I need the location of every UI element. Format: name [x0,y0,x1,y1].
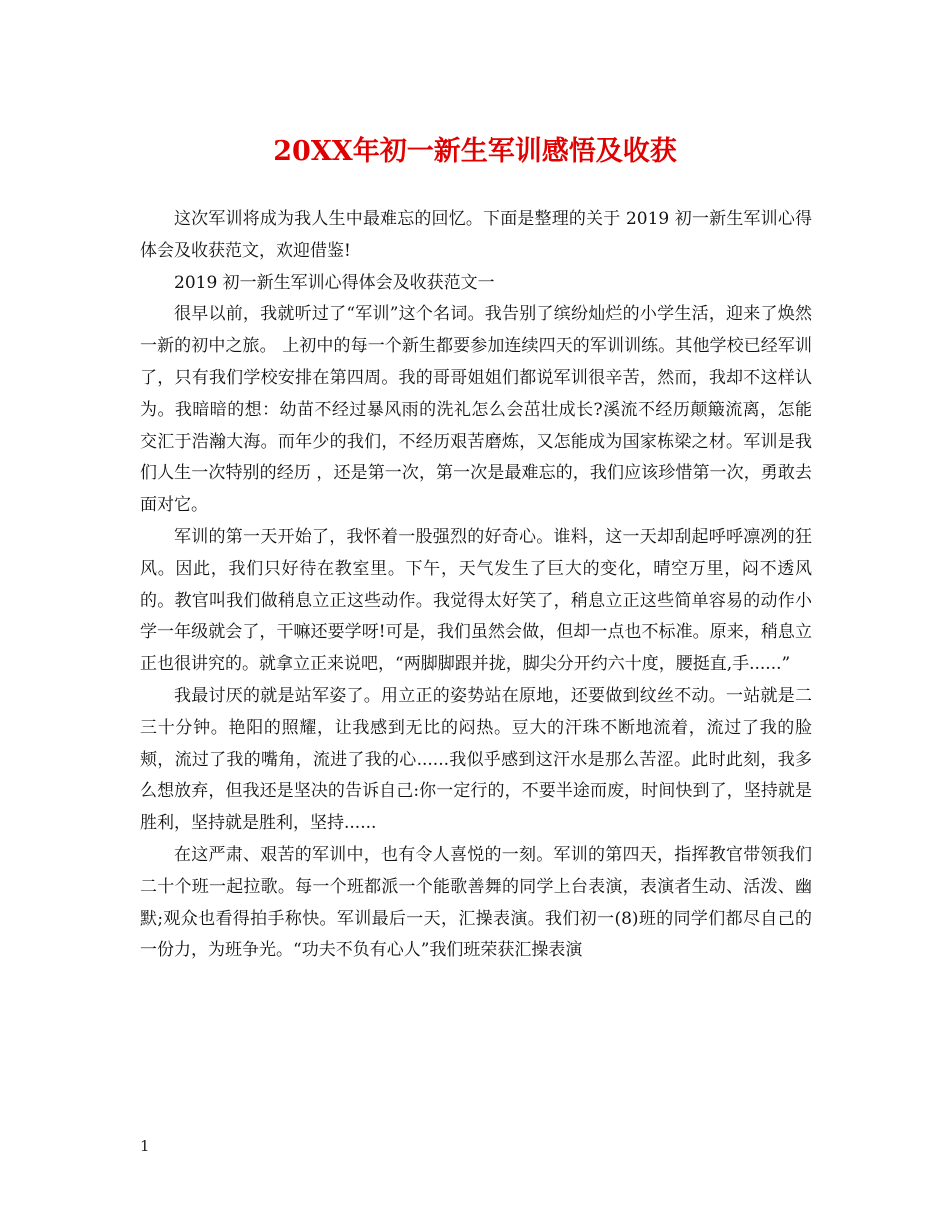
paragraph: 很早以前，我就听过了“军训”这个名词。我告别了缤纷灿烂的小学生活，迎来了焕然一新的初中之旅。 上初中的每一个新生都要参加连续四天的军训训练。其他学校已经军训了，只有我们学校安排在第四周。我的哥哥姐姐们都说军训很辛苦，然而，我却不这样认为。我暗暗的想：幼苗不经过暴风雨的洗礼怎么会茁壮成长?溪流不经历颠簸流离，怎能交汇于浩瀚大海。而年少的我们，不经历艰苦磨炼，又怎能成为国家栋梁之材。军训是我们人生一次特别的经历 ，还是第一次，第一次是最难忘的，我们应该珍惜第一次，勇敢去面对它。 [140,304,812,516]
document-title: 20XX年初一新生军训感悟及收获 [273,136,677,167]
document-body [140,204,812,967]
paragraph: 在这严肃、艰苦的军训中，也有令人喜悦的一刻。军训的第四天，指挥教官带领我们二十个班一起拉歌。每一个班都派一个能歌善舞的同学上台表演，表演者生动、活泼、幽默;观众也看得拍手称快。军训最后一天，汇操表演。我们初一(8)班的同学们都尽自己的一份力，为班争光。“功夫不负有心人”我们班荣获汇操表演 [140,844,812,961]
page-number: 1 [140,1137,150,1155]
paragraph: 军训的第一天开始了，我怀着一股强烈的好奇心。谁料，这一天却刮起呼呼凛冽的狂风。因此，我们只好待在教室里。下午，天气发生了巨大的变化，晴空万里，闷不透风的。教官叫我们做稍息立正这些动作。我觉得太好笑了，稍息立正这些简单容易的动作小学一年级就会了，干嘛还要学呀!可是，我们虽然会做，但却一点也不标准。原来，稍息立正也很讲究的。就拿立正来说吧，“两脚脚跟并拢，脚尖分开约六十度，腰挺直,手......” [140,526,812,675]
paragraph: 我最讨厌的就是站军姿了。用立正的姿势站在原地，还要做到纹丝不动。一站就是二三十分钟。艳阳的照耀，让我感到无比的闷热。豆大的汗珠不断地流着，流过了我的脸颊，流过了我的嘴角，流进了我的心......我似乎感到这汗水是那么苦涩。此时此刻，我多么想放弃，但我还是坚决的告诉自己:你一定行的，不要半途而废，时间快到了，坚持就是胜利，坚持就是胜利，坚持...... [140,685,812,834]
paragraph-intro: 这次军训将成为我人生中最难忘的回忆。下面是整理的关于 2019 初一新生军训心得体会及收获范文，欢迎借鉴! [140,209,812,261]
section-heading: 2019 初一新生军训心得体会及收获范文一 [174,272,495,293]
